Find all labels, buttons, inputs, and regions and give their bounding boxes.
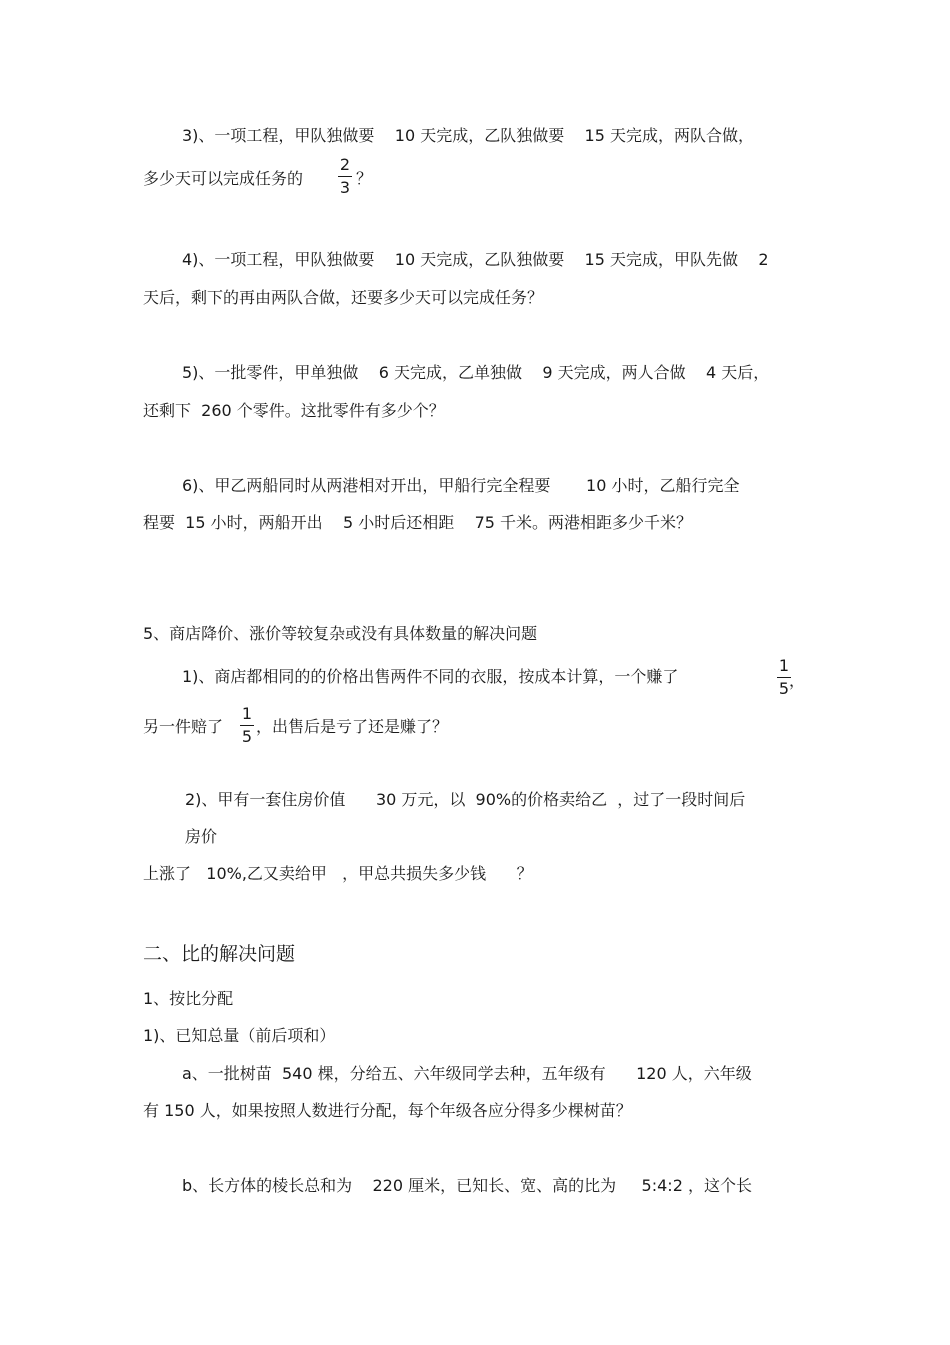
qa-line1: a、一批树苗 540 棵，分给五、六年级同学去种，五年级有 120 人，六年级 [182, 1064, 752, 1083]
part2-sub1: 1、按比分配 [143, 989, 234, 1008]
q3-line2: 多少天可以完成任务的 [143, 169, 304, 188]
fraction-bar [240, 725, 254, 726]
q3-tail: ？ [356, 169, 373, 188]
s5-q1-line2-a: 另一件赔了 [143, 717, 224, 736]
q6-line2: 程要 15 小时，两船开出 5 小时后还相距 75 千米。两港相距多少千米？ [143, 513, 693, 532]
q3-line1: 3)、一项工程，甲队独做要 10 天完成，乙队独做要 15 天完成，两队合做， [182, 126, 755, 145]
s5-q2-line2: 房价 [185, 827, 218, 846]
fraction-denominator: 3 [339, 178, 351, 197]
fraction-numerator: 2 [339, 155, 351, 174]
fraction-denominator: 5 [778, 679, 790, 698]
q5-line1: 5)、一批零件，甲单独做 6 天完成，乙单独做 9 天完成，两人合做 4 天后， [182, 363, 770, 382]
s5-q1-line2-b: ，出售后是亏了还是赚了？ [256, 717, 449, 736]
section5-heading: 5、商店降价、涨价等较复杂或没有具体数量的解决问题 [143, 624, 538, 643]
s5-q2-line1: 2)、甲有一套住房价值 30 万元，以 90%的价格卖给乙 ，过了一段时间后 [185, 790, 746, 809]
q3-fraction [338, 155, 352, 198]
q6-line1: 6)、甲乙两船同时从两港相对开出，甲船行完全程要 10 小时，乙船行完全 [182, 476, 740, 495]
fraction-denominator: 5 [241, 727, 253, 746]
qb-line1: b、长方体的棱长总和为 220 厘米，已知长、宽、高的比为 5:4:2 ，这个长 [182, 1176, 752, 1195]
q4-line2: 天后，剩下的再由两队合做，还要多少天可以完成任务？ [143, 288, 544, 307]
part2-sub1-1: 1)、已知总量（前后项和） [143, 1026, 336, 1045]
q4-line1: 4)、一项工程，甲队独做要 10 天完成，乙队独做要 15 天完成，甲队先做 2 [182, 250, 769, 269]
part2-heading: 二、比的解决问题 [143, 943, 296, 965]
s5-q1-comma: ， [789, 671, 806, 690]
fraction-bar [338, 176, 352, 177]
s5-q1-line1: 1)、商店都相同的的价格出售两件不同的衣服，按成本计算，一个赚了 [182, 667, 679, 686]
s5-q2-line3: 上涨了 10%,乙又卖给甲 ，甲总共损失多少钱 ？ [143, 864, 533, 883]
qa-line2: 有 150 人，如果按照人数进行分配，每个年级各应分得多少棵树苗？ [143, 1101, 632, 1120]
s5-q1-fraction-2 [240, 704, 254, 747]
fraction-numerator: 1 [778, 656, 790, 675]
q5-line2: 还剩下 260 个零件。这批零件有多少个？ [143, 401, 445, 420]
fraction-numerator: 1 [241, 704, 253, 723]
